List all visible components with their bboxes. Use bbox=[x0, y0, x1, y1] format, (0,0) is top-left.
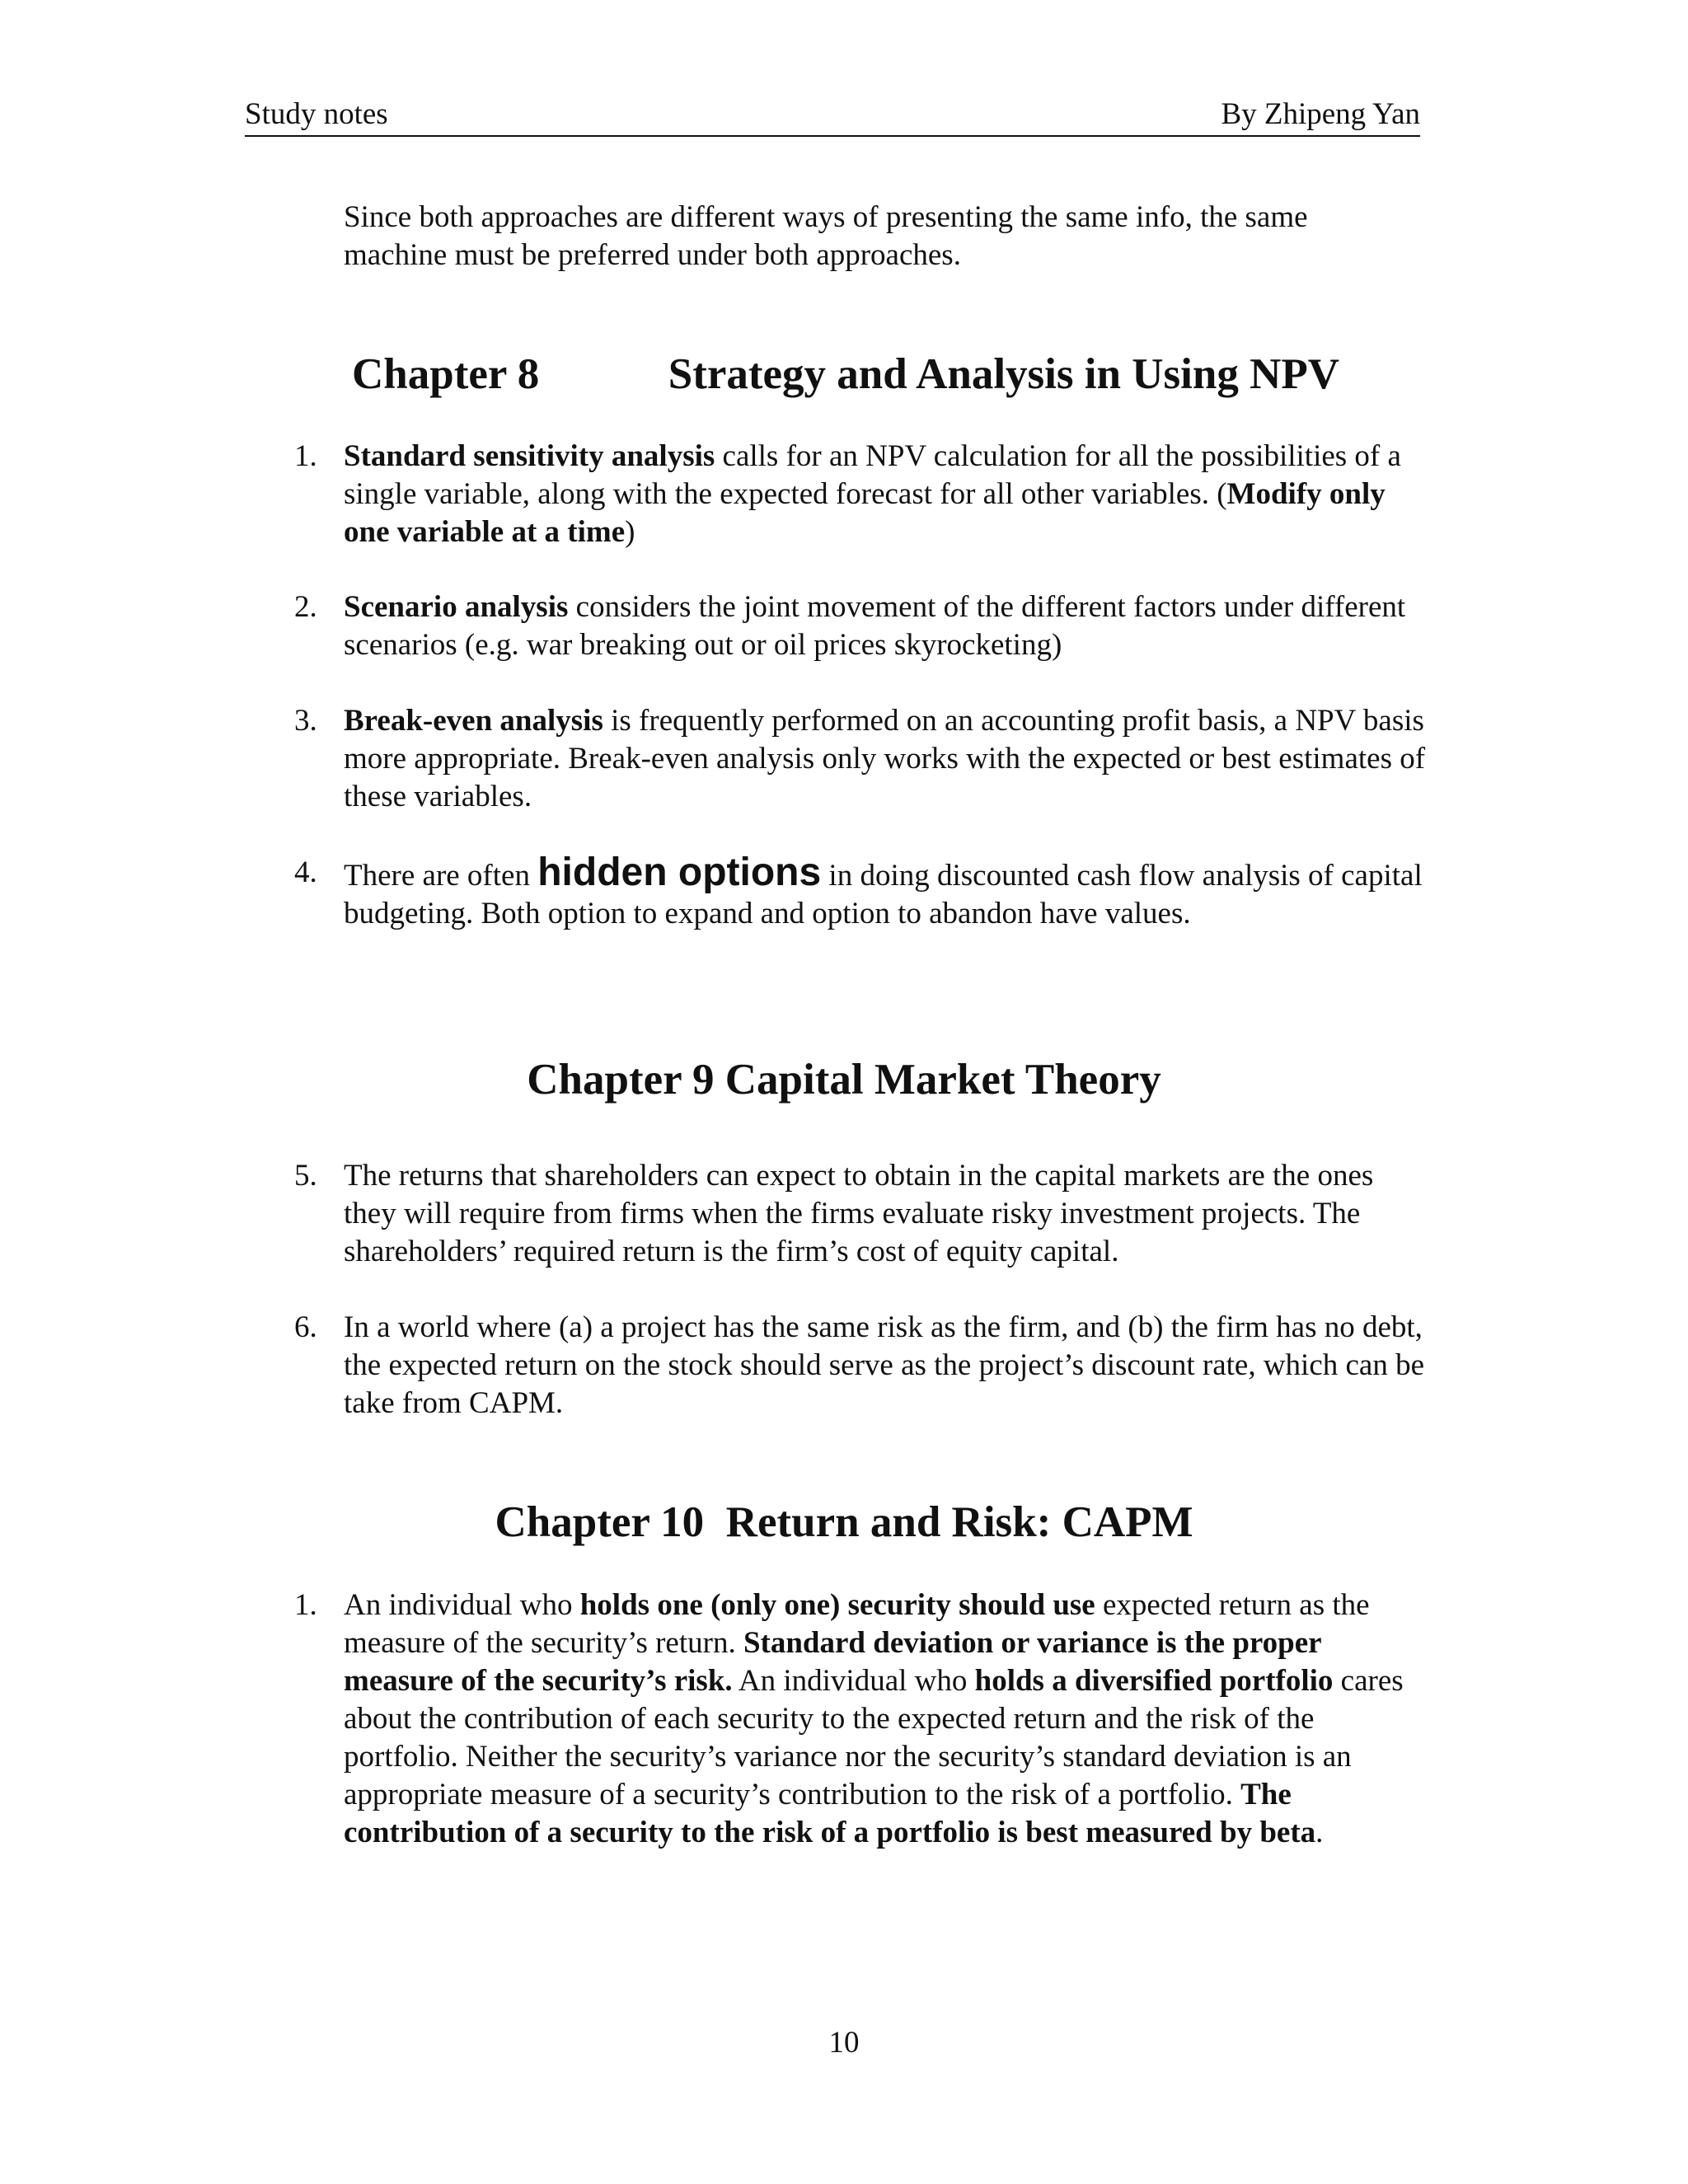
bold-term: holds one (only one) security should use bbox=[579, 1588, 1095, 1622]
list-number: 6. bbox=[294, 1310, 317, 1344]
item-text: is frequently performed on an accounting profit basis, a NPV basis more appropriate. Break-even analysis only works with the expected or best estimates of these variables. bbox=[344, 704, 1426, 813]
item-text: There are often bbox=[344, 859, 538, 893]
list-item-text bbox=[344, 1586, 1432, 1852]
list-number: 4. bbox=[294, 855, 317, 889]
item-text: considers the joint movement of the different factors under different scenarios (e.g. war breaking out or oil prices skyrocketing) bbox=[344, 590, 1406, 662]
page-header bbox=[245, 97, 1420, 137]
bold-term: Standard sensitivity analysis bbox=[344, 439, 715, 473]
bold-term: The contribution of a security to the risk of a portfolio is best measured by beta bbox=[344, 1778, 1316, 1849]
item-text: cares about the contribution of each security to the expected return and the risk of the portfolio. Neither the security’s variance nor the security’s standard deviation is an appropriate measure of a security’s contribution to the risk of a portfolio. bbox=[344, 1664, 1404, 1811]
intro-line-2: machine must be preferred under both approaches. bbox=[344, 238, 961, 272]
list-number: 5. bbox=[294, 1159, 317, 1193]
item-text: calls for an NPV calculation for all the possibilities of a single variable, along with the expected forecast for all other variables. ( bbox=[344, 439, 1401, 511]
bold-term: Standard deviation or variance is the proper measure of the security’s risk. bbox=[344, 1626, 1321, 1698]
list-number: 1. bbox=[294, 1588, 317, 1622]
chapter-8-label: Chapter 8 bbox=[352, 350, 540, 398]
bold-term: holds a diversified portfolio bbox=[974, 1664, 1334, 1698]
bold-term: Scenario analysis bbox=[344, 590, 569, 624]
header-left: Study notes bbox=[245, 97, 388, 131]
page-number: 10 bbox=[828, 2026, 860, 2060]
bold-term: Break-even analysis bbox=[344, 704, 603, 738]
intro-paragraph bbox=[344, 199, 1432, 274]
item-text: An individual who bbox=[732, 1664, 975, 1698]
chapter-9-heading: Chapter 9 Capital Market Theory bbox=[527, 1056, 1161, 1104]
item-text: in doing discounted cash flow analysis of capital budgeting. Both option to expand and option to abandon have values. bbox=[344, 859, 1423, 930]
chapter-8-heading bbox=[352, 349, 1339, 399]
list-number: 3. bbox=[294, 704, 317, 738]
item-text: . bbox=[1315, 1816, 1324, 1849]
chapter-8-title: Strategy and Analysis in Using NPV bbox=[668, 350, 1339, 398]
list-item-text bbox=[344, 588, 1432, 664]
chapter-10-title: Chapter 10 Return and Risk: CAPM bbox=[495, 1498, 1193, 1546]
header-right: By Zhipeng Yan bbox=[1221, 97, 1420, 131]
item-text: expected return as the measure of the security’s return. bbox=[344, 1588, 1370, 1660]
item-text: ) bbox=[625, 515, 635, 549]
list-item-text bbox=[344, 851, 1432, 933]
intro-line-1: Since both approaches are different ways of presenting the same info, the same bbox=[344, 200, 1308, 234]
list-number: 1. bbox=[294, 439, 317, 473]
chapter-10-heading bbox=[0, 1497, 1688, 1547]
list-number: 2. bbox=[294, 590, 317, 624]
list-item-text bbox=[344, 438, 1432, 551]
list-item-text: In a world where (a) a project has the same risk as the firm, and (b) the firm has no debt, the expected return on the stock should serve as the project’s discount rate, which can be take from CAPM. bbox=[344, 1310, 1425, 1420]
list-item-text bbox=[344, 702, 1432, 816]
item-text: An individual who bbox=[344, 1588, 580, 1622]
list-item-text: The returns that shareholders can expect to obtain in the capital markets are the ones they will require from firms when the firms evaluate risky investment projects. The shareholders’ required return is the firm’s cost of equity capital. bbox=[344, 1159, 1374, 1268]
emphasized-term: hidden options bbox=[537, 851, 822, 894]
bold-term: Modify only one variable at a time bbox=[344, 477, 1386, 549]
